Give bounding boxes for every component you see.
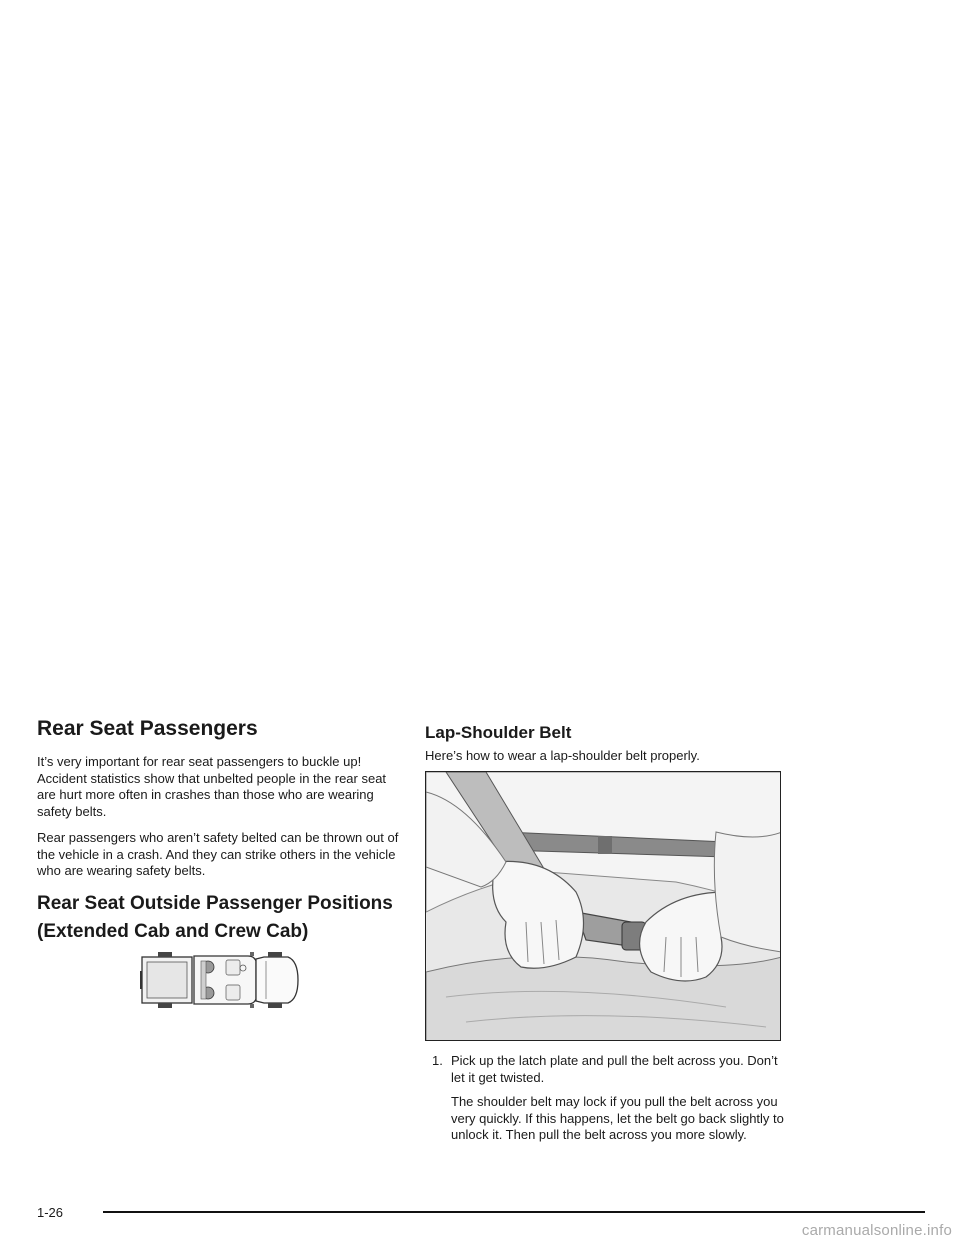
step-note: The shoulder belt may lock if you pull the belt across you very quickly. If this happens, let the belt go back slightly to unlock it. Then pull the belt across you more slowly. bbox=[451, 1094, 784, 1142]
lap-shoulder-belt-illustration bbox=[425, 771, 781, 1041]
subsection-title bbox=[37, 890, 399, 946]
paragraph-buckle-up: It’s very important for rear seat passengers to buckle up! Accident statistics show that unbelted people in the rear seat are hurt more often in crashes than those who are wearing safety belts. bbox=[37, 754, 387, 819]
watermark: carmanualsonline.info bbox=[801, 1222, 952, 1239]
subsection-title-line2: (Extended Cab and Crew Cab) bbox=[37, 920, 309, 942]
belt-hands-drawing bbox=[426, 772, 781, 1041]
right-column bbox=[425, 716, 783, 775]
subsection-title-line1: Rear Seat Outside Passenger Positions bbox=[37, 892, 393, 914]
lap-shoulder-belt-title: Lap-Shoulder Belt bbox=[425, 723, 572, 742]
section-title: Rear Seat Passengers bbox=[37, 717, 258, 740]
instruction-step-1 bbox=[432, 1053, 787, 1144]
paragraph-thrown-out: Rear passengers who aren’t safety belted can be thrown out of the vehicle in a crash. And they can strike others in the vehicle who are wearing safety belts. bbox=[37, 830, 399, 878]
step-number: 1. bbox=[432, 1053, 443, 1068]
page-number: 1-26 bbox=[37, 1205, 64, 1220]
left-column bbox=[37, 716, 399, 946]
step-text: Pick up the latch plate and pull the belt across you. Don’t let it get twisted. bbox=[451, 1053, 778, 1085]
lap-shoulder-belt-intro: Here’s how to wear a lap-shoulder belt properly. bbox=[425, 748, 700, 763]
footer-rule bbox=[103, 1211, 925, 1213]
truck-seat-positions-illustration bbox=[138, 951, 300, 1011]
